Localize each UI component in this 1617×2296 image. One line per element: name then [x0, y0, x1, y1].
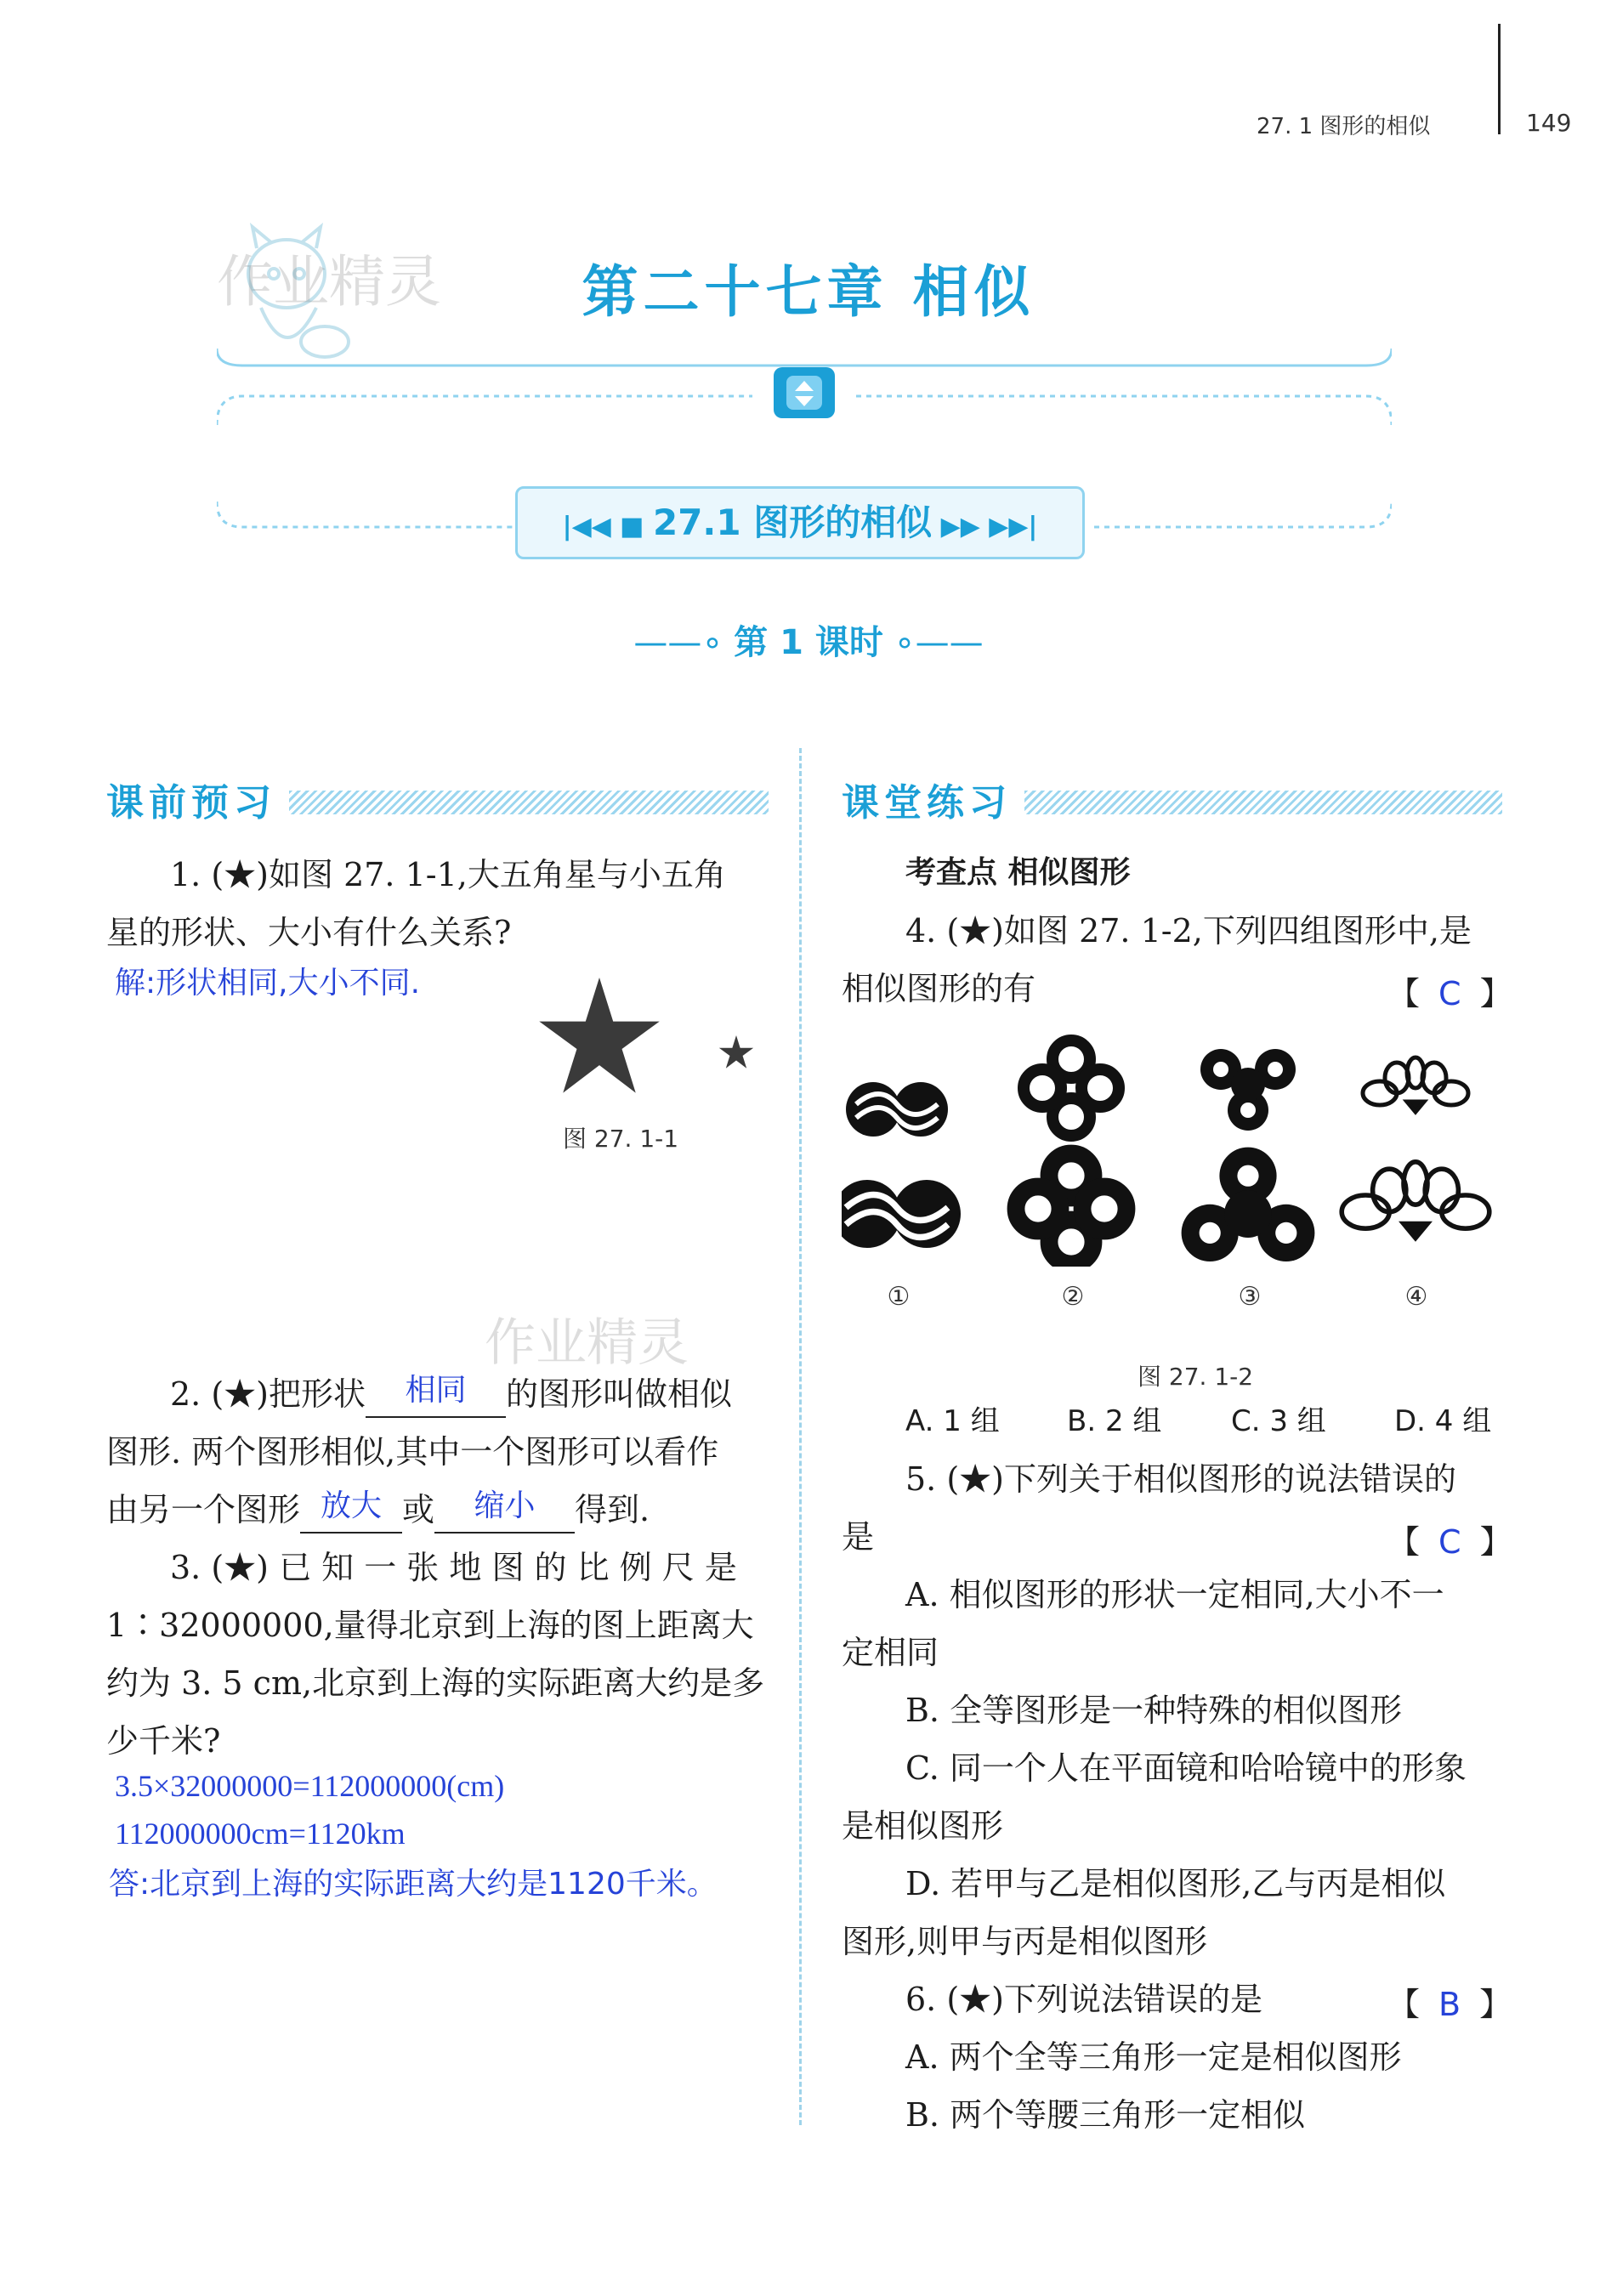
q3-line4: 少千米? — [106, 1722, 221, 1760]
q2-blank2: 放大 — [300, 1489, 402, 1534]
q4-answer-bracket: 【 C 】 — [1387, 975, 1512, 1012]
group2-shapes — [1016, 1040, 1126, 1264]
q4-option-c: C. 3 组 — [1231, 1404, 1326, 1438]
q5-option-d-1: D. 若甲与乙是相似图形,乙与丙是相似 — [905, 1865, 1446, 1902]
q4-option-d: D. 4 组 — [1394, 1404, 1492, 1438]
q2-line2: 图形. 两个图形相似,其中一个图形可以看作 — [106, 1433, 719, 1471]
q1-line2: 星的形状、大小有什么关系? — [106, 914, 512, 951]
q2-line1: 2. (★)把形状 相同 的图形叫做相似 — [170, 1365, 732, 1423]
q5-line1: 5. (★)下列关于相似图形的说法错误的 — [905, 1460, 1456, 1498]
q5-option-c-2: 是相似图形 — [842, 1807, 1004, 1845]
q4-option-b: B. 2 组 — [1067, 1404, 1162, 1438]
q5-line2: 是 — [842, 1518, 875, 1556]
q2-line3: 由另一个图形 放大 或 缩小 得到. — [106, 1481, 650, 1539]
left-heading-hatch — [289, 791, 769, 814]
watermark-top: 作业精灵 — [217, 249, 441, 315]
q3-line3: 约为 3. 5 cm,北京到上海的实际距离大约是多 — [106, 1664, 765, 1702]
q6-option-b: B. 两个等腰三角形一定相似 — [905, 2096, 1306, 2134]
q1-answer: 解:形状相同,大小不同. — [115, 966, 421, 1001]
column-divider — [799, 748, 802, 2125]
fig-27-1-2 — [842, 1029, 1513, 1267]
right-heading-hatch — [1024, 791, 1502, 814]
right-section-heading: 课堂练习 — [842, 781, 1012, 825]
group4-shapes — [1342, 1057, 1489, 1238]
lesson-label: ——∘ 第 1 课时 ∘—— — [633, 623, 984, 662]
section-title-box: |◀◀ ■ 27.1 图形的相似 ▶▶ ▶▶| — [515, 486, 1085, 559]
q6-line1: 6. (★)下列说法错误的是 — [905, 1981, 1262, 2018]
fig-label-4: ④ — [1404, 1282, 1428, 1312]
q4-line1: 4. (★)如图 27. 1-2,下列四组图形中,是 — [905, 912, 1472, 950]
running-header: 27. 1 图形的相似 — [1257, 114, 1431, 139]
small-star-icon — [718, 1035, 754, 1069]
q2-blank1: 相同 — [366, 1374, 506, 1418]
q5-option-b: B. 全等图形是一种特殊的相似图形 — [905, 1692, 1403, 1729]
group3-shapes — [1182, 1049, 1315, 1261]
q1-line1: 1. (★)如图 27. 1-1,大五角星与小五角 — [170, 856, 726, 893]
q5-option-d-2: 图形,则甲与丙是相似图形 — [842, 1923, 1208, 1960]
section-title: 27.1 图形的相似 — [652, 502, 933, 543]
q2-blank3: 缩小 — [434, 1489, 575, 1534]
group1-shapes — [842, 1082, 961, 1248]
fig-27-1-1-caption: 图 27. 1-1 — [563, 1125, 679, 1153]
fig-label-1: ① — [887, 1282, 911, 1312]
q3-line1: 3. (★) 已 知 一 张 地 图 的 比 例 尺 是 — [170, 1549, 737, 1586]
fig-label-2: ② — [1061, 1282, 1085, 1312]
q5-answer-bracket: 【 C 】 — [1387, 1523, 1512, 1561]
q6-option-a: A. 两个全等三角形一定是相似图形 — [905, 2038, 1402, 2076]
fig-label-3: ③ — [1238, 1282, 1262, 1312]
big-star-icon — [536, 978, 663, 1097]
chapter-title: 第二十七章 相似 — [582, 259, 1035, 325]
fig-27-1-2-caption: 图 27. 1-2 — [1138, 1363, 1254, 1391]
q5-option-a-2: 定相同 — [842, 1634, 939, 1671]
left-section-heading: 课前预习 — [106, 781, 276, 825]
q3-answer-2: 112000000cm=1120km — [115, 1817, 406, 1851]
q3-answer-1: 3.5×32000000=112000000(cm) — [115, 1769, 505, 1803]
q6-answer-bracket: 【 B 】 — [1387, 1986, 1512, 2023]
q3-answer-3: 答:北京到上海的实际距离大约是1120千米。 — [109, 1867, 718, 1902]
q4-option-a: A. 1 组 — [905, 1404, 1000, 1438]
exam-point: 考查点 相似图形 — [905, 855, 1131, 890]
q4-line2: 相似图形的有 — [842, 970, 1036, 1007]
header-rule — [1498, 24, 1501, 134]
q5-option-c-1: C. 同一个人在平面镜和哈哈镜中的形象 — [905, 1749, 1467, 1787]
q5-option-a-1: A. 相似图形的形状一定相同,大小不一 — [905, 1576, 1444, 1613]
page-number: 149 — [1526, 109, 1572, 137]
watermark-middle: 作业精灵 — [485, 1313, 689, 1373]
q3-line2: 1∶32000000,量得北京到上海的图上距离大 — [106, 1607, 754, 1644]
